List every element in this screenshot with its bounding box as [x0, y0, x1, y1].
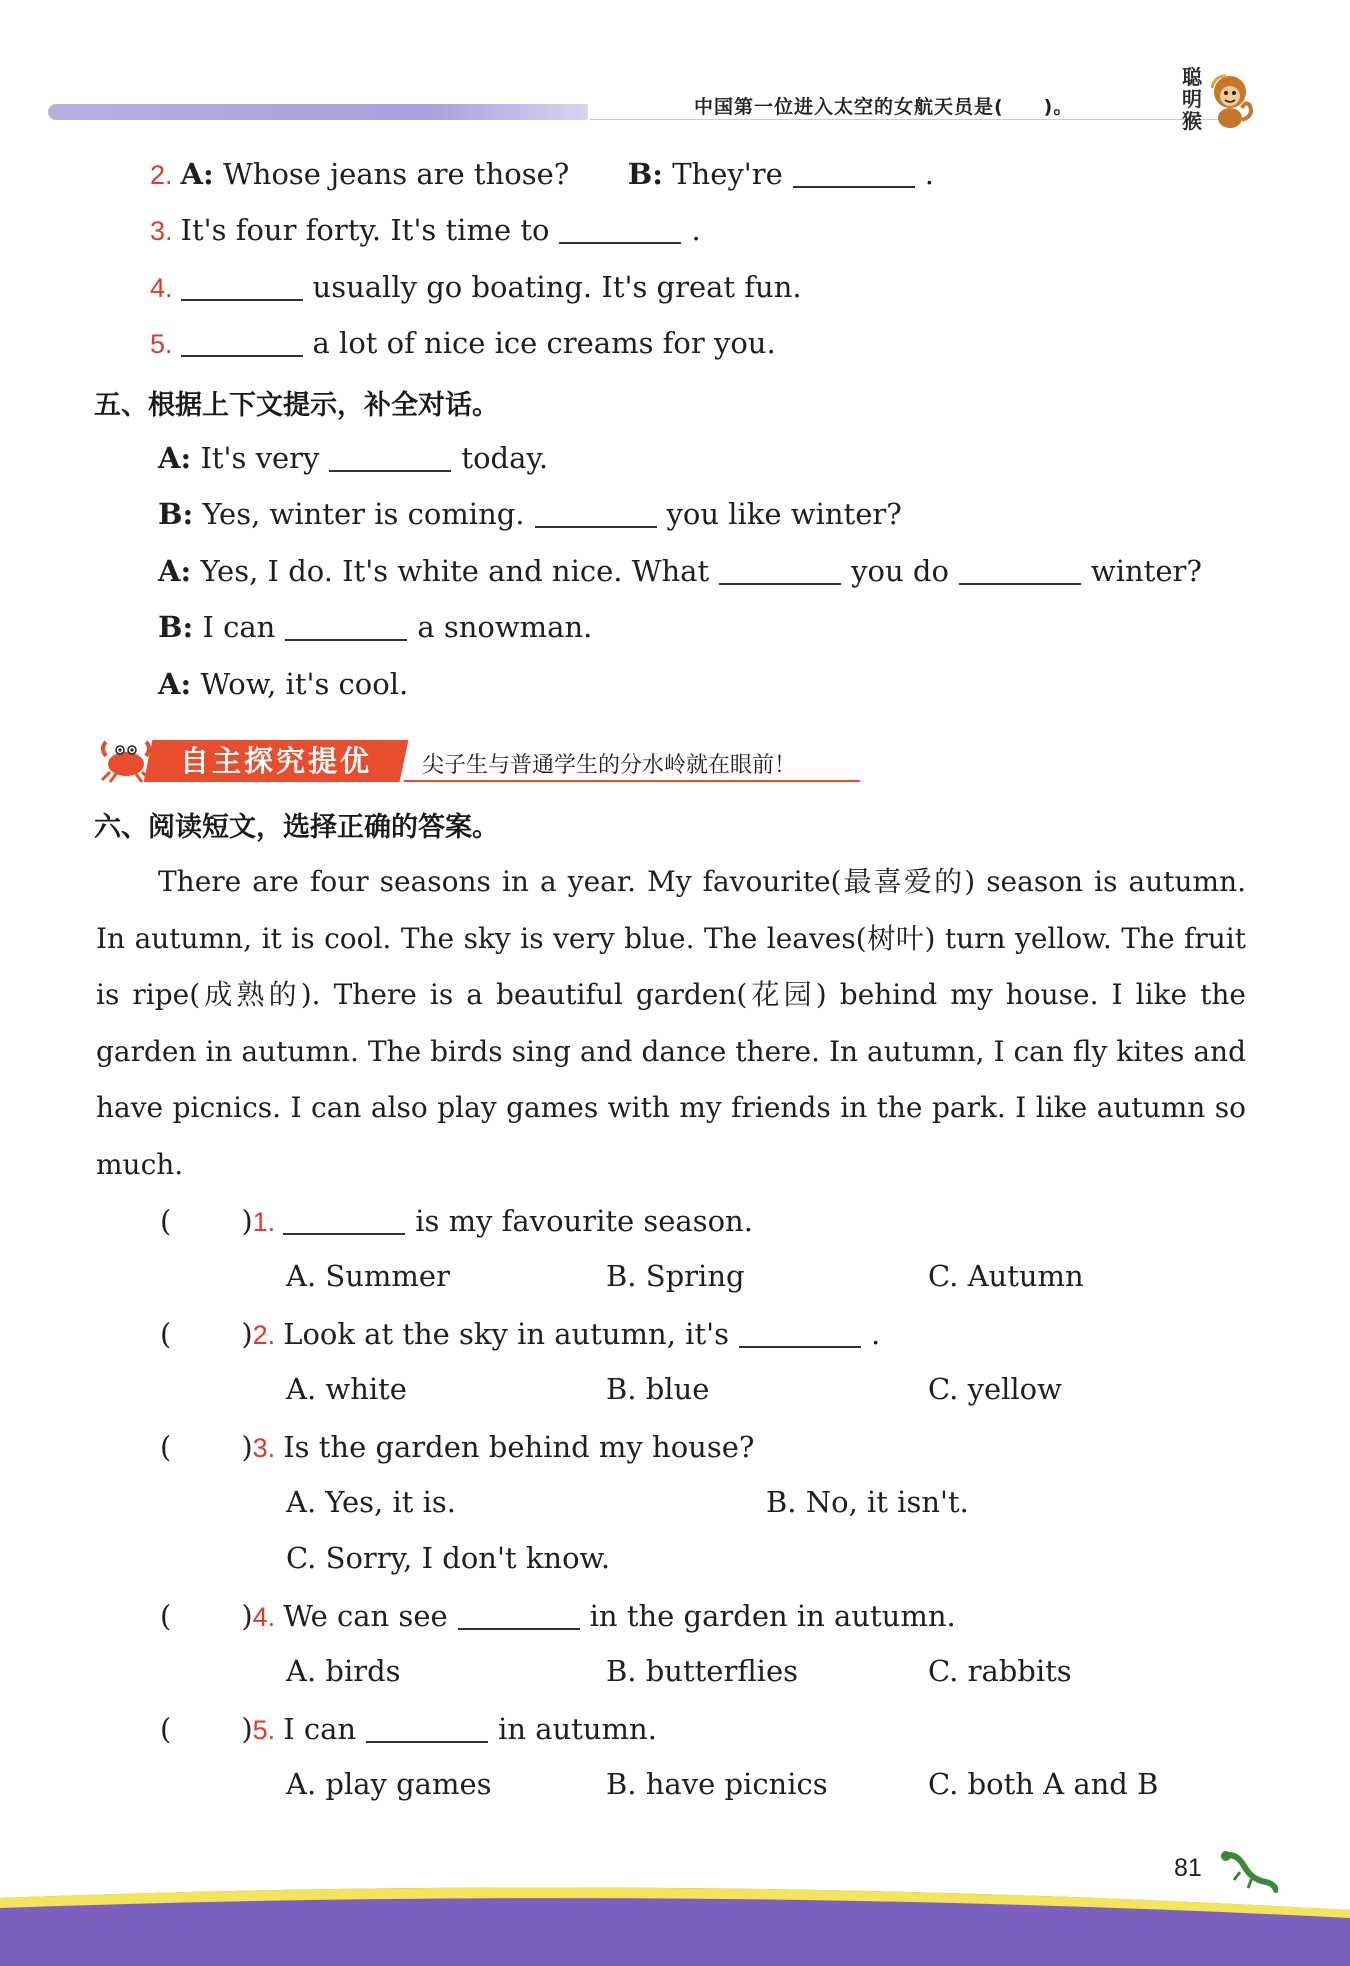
speaker-label: A: [158, 554, 192, 588]
dialogue-text: you do [851, 554, 949, 588]
section-5-heading: 五、根据上下文提示，补全对话。 [94, 390, 499, 421]
dialogue-text: today. [461, 441, 549, 475]
option-b[interactable]: B. No, it isn't. [766, 1485, 969, 1519]
mcq-question-1 [160, 1201, 753, 1242]
question-number: 2. [150, 160, 173, 190]
answer-paren-open[interactable]: ( [160, 1712, 172, 1746]
answer-paren-close: ) [241, 1599, 253, 1633]
option-c[interactable]: C. both A and B [928, 1767, 1159, 1801]
section-6-heading: 六、阅读短文，选择正确的答案。 [94, 812, 499, 843]
reading-passage [96, 854, 1246, 1193]
dialogue-text: I can [202, 610, 276, 644]
dialogue-text: It's very [200, 441, 320, 475]
question-text: a lot of nice ice creams for you. [312, 326, 776, 360]
question-number: 1. [252, 1207, 276, 1237]
answer-blank[interactable] [285, 609, 407, 641]
option-b[interactable]: B. butterflies [606, 1654, 798, 1688]
question-text: I can [283, 1712, 357, 1746]
dialogue-text: you like winter? [666, 497, 902, 531]
dialogue-line-1 [158, 438, 548, 478]
option-b[interactable]: B. Spring [606, 1259, 745, 1293]
answer-blank[interactable] [559, 212, 681, 244]
answer-paren-close: ) [241, 1317, 253, 1351]
question-text: Whose jeans are those? [222, 157, 570, 191]
answer-paren-open[interactable]: ( [160, 1430, 172, 1464]
dialogue-text: Wow, it's cool. [200, 667, 409, 701]
option-b[interactable]: B. blue [606, 1372, 710, 1406]
speaker-label: A: [158, 667, 192, 701]
question-text: Look at the sky in autumn, it's [283, 1317, 729, 1351]
dialogue-line-3 [158, 551, 1202, 591]
answer-blank[interactable] [283, 1203, 405, 1235]
answer-blank[interactable] [366, 1711, 488, 1743]
question-number: 4. [150, 273, 173, 303]
dialogue-line-4 [158, 607, 592, 647]
banner-slogan: 尖子生与普通学生的分水岭就在眼前！ [422, 753, 797, 778]
header-trivia: 中国第一位进入太空的女航天员是( )。 [694, 96, 1074, 118]
answer-paren-close: ) [241, 1712, 253, 1746]
option-c[interactable]: C. Sorry, I don't know. [286, 1541, 611, 1575]
answer-blank[interactable] [181, 269, 303, 301]
answer-paren-open[interactable]: ( [160, 1204, 172, 1238]
answer-blank[interactable] [793, 156, 915, 188]
answer-paren-open[interactable]: ( [160, 1317, 172, 1351]
dialogue-text: Yes, winter is coming. [202, 497, 525, 531]
option-a[interactable]: A. play games [286, 1767, 492, 1801]
question-number: 5. [150, 329, 173, 359]
answer-blank[interactable] [739, 1316, 861, 1348]
question-text: is my favourite season. [415, 1204, 753, 1238]
question-text: They're [672, 157, 783, 191]
mcq-question-4 [160, 1596, 956, 1637]
option-a[interactable]: A. birds [286, 1654, 401, 1688]
question-number: 3. [150, 216, 173, 246]
footer-band [0, 1880, 1350, 1966]
banner-underline [404, 780, 860, 782]
dialogue-text: winter? [1090, 554, 1202, 588]
header-divider [590, 119, 1230, 120]
option-a[interactable]: A. Summer [286, 1259, 450, 1293]
mcq-question-2 [160, 1314, 880, 1355]
answer-blank[interactable] [329, 440, 451, 472]
s4-question-5 [150, 323, 776, 364]
speaker-label: B: [627, 157, 663, 191]
answer-paren-close: ) [241, 1430, 253, 1464]
s4-question-4 [150, 267, 802, 308]
dialogue-text: a snowman. [417, 610, 593, 644]
mcq-question-5 [160, 1709, 657, 1750]
option-c[interactable]: C. yellow [928, 1372, 1062, 1406]
question-number: 4. [252, 1602, 276, 1632]
dialogue-text: Yes, I do. It's white and nice. What [200, 554, 710, 588]
question-number: 5. [252, 1715, 276, 1745]
header-band [48, 104, 588, 120]
question-text: We can see [283, 1599, 448, 1633]
answer-blank[interactable] [959, 553, 1081, 585]
punctuation: . [870, 1317, 881, 1351]
option-a[interactable]: A. Yes, it is. [286, 1485, 457, 1519]
question-number: 2. [252, 1320, 276, 1350]
question-number: 3. [252, 1433, 276, 1463]
mcq-question-3 [160, 1427, 754, 1468]
answer-blank[interactable] [535, 496, 657, 528]
answer-paren-close: ) [241, 1204, 253, 1238]
option-b[interactable]: B. have picnics [606, 1767, 828, 1801]
passage-text: There are four seasons in a year. My favourite(最喜爱的) season is autumn. In autumn, it is cool. The sky is very blue. The leaves(树叶) turn yellow. The fruit is ripe(成熟的). There is a beautiful garden(花园) behind my house. I like the garden in autumn. The birds sing and dance there. In autumn, I can fly kites and have picnics. I can also play games with my friends in the park. I like autumn so much. [96, 865, 1246, 1181]
option-a[interactable]: A. white [286, 1372, 407, 1406]
question-text: in the garden in autumn. [589, 1599, 956, 1633]
speaker-label: A: [158, 441, 192, 475]
speaker-label: A: [180, 157, 214, 191]
banner-label: 自主探究提优 [144, 740, 409, 782]
question-text: Is the garden behind my house? [283, 1430, 755, 1464]
question-text: in autumn. [498, 1712, 657, 1746]
s4-question-3 [150, 210, 701, 251]
answer-blank[interactable] [719, 553, 841, 585]
page-number: 81 [1174, 1854, 1202, 1882]
answer-paren-open[interactable]: ( [160, 1599, 172, 1633]
speaker-label: B: [158, 497, 194, 531]
option-c[interactable]: C. rabbits [928, 1654, 1072, 1688]
dialogue-line-5 [158, 664, 408, 704]
dialogue-line-2 [158, 494, 902, 534]
logo-text: 聪明猴 [1182, 65, 1202, 133]
speaker-label: B: [158, 610, 194, 644]
monkey-icon [1200, 70, 1256, 134]
punctuation: . [924, 157, 934, 191]
option-c[interactable]: C. Autumn [928, 1259, 1084, 1293]
question-text: It's four forty. It's time to [180, 213, 550, 247]
s4-question-2 [150, 154, 934, 195]
question-text: usually go boating. It's great fun. [312, 270, 802, 304]
punctuation: . [691, 213, 701, 247]
answer-blank[interactable] [181, 325, 303, 357]
answer-blank[interactable] [458, 1598, 580, 1630]
